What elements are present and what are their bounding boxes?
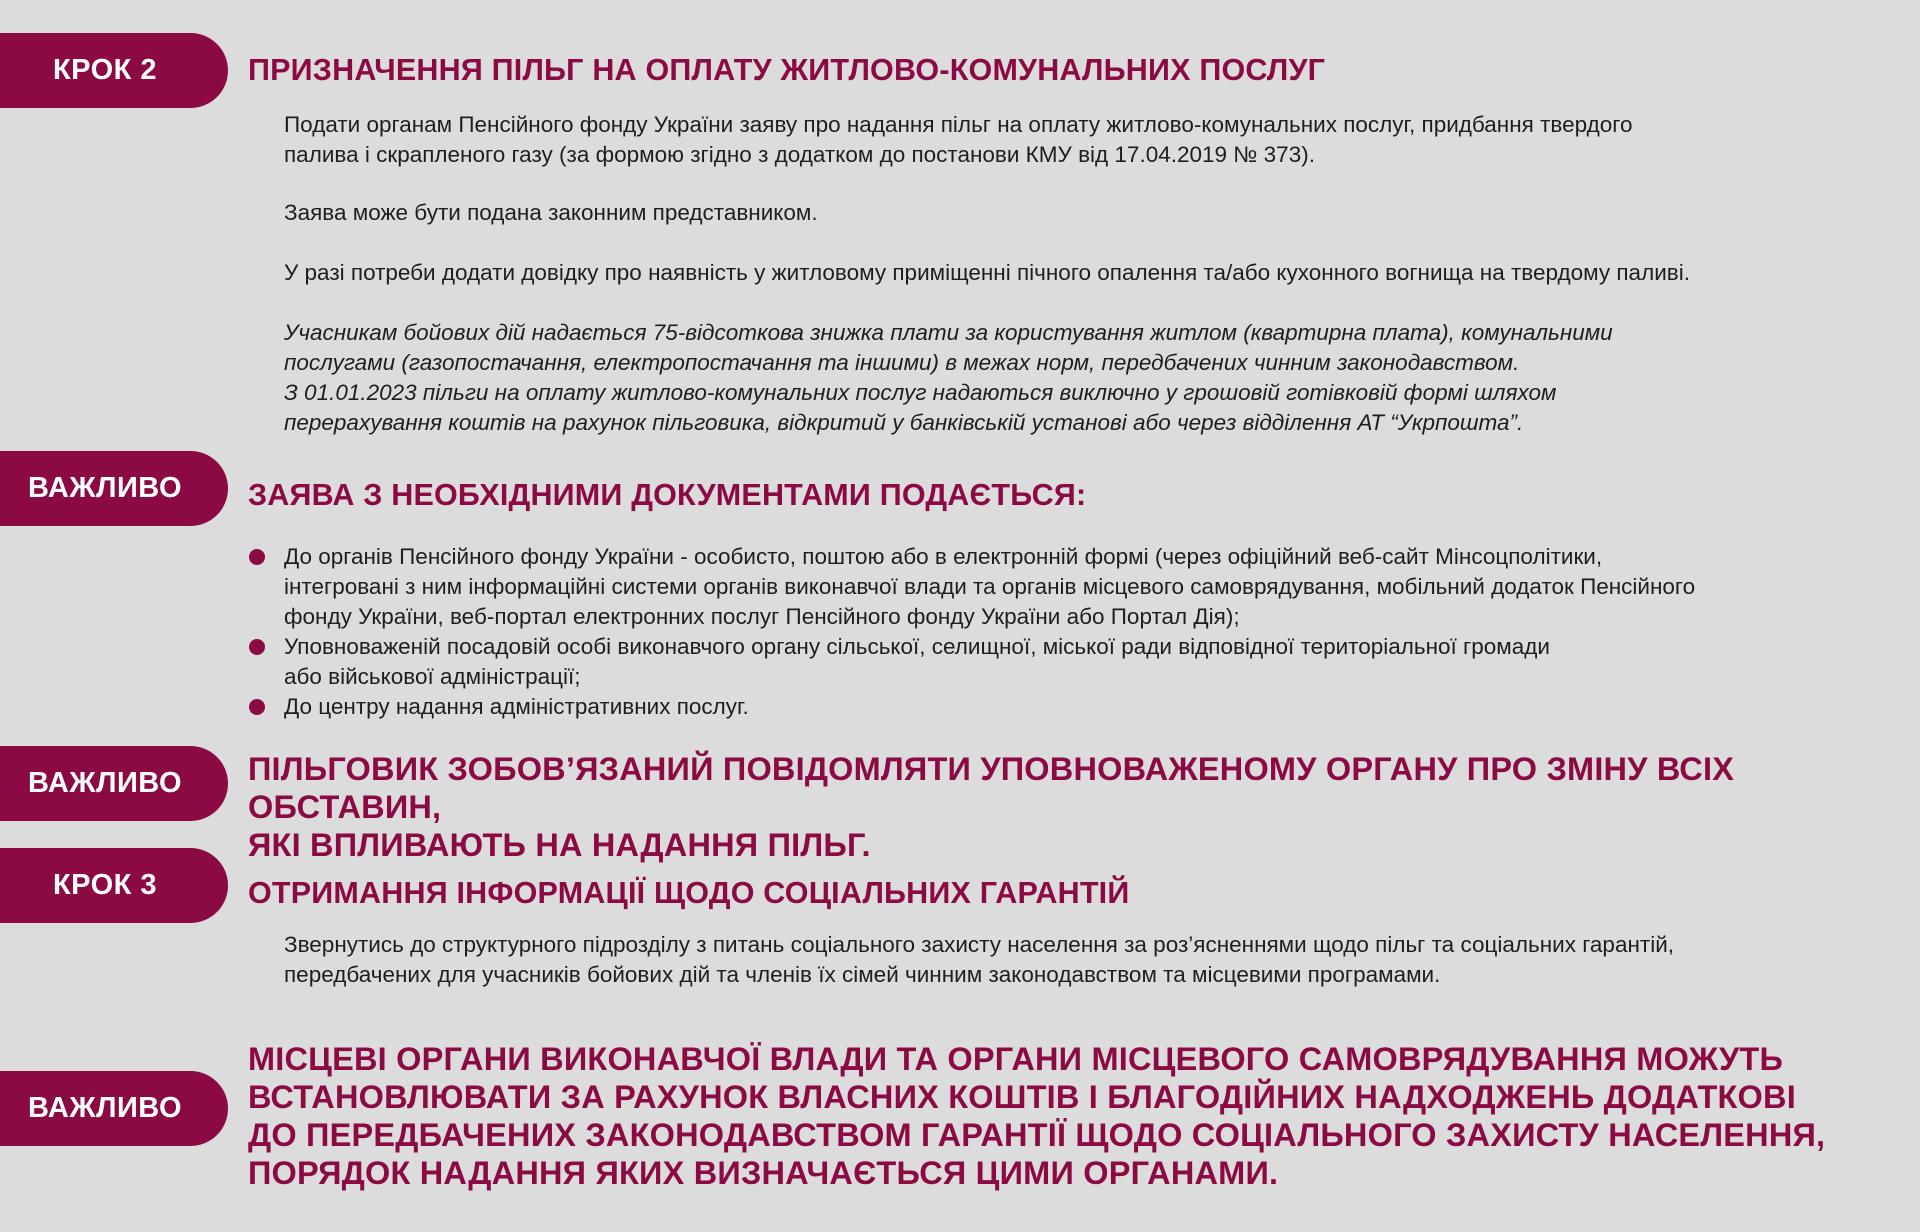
step-3-tab: КРОК 3 — [0, 848, 228, 923]
text-line: послугами (газопостачання, електропостачання та іншими) в межах норм, передбачених чинним законодавством. — [284, 350, 1520, 375]
important-3-tab: ВАЖЛИВО — [0, 1071, 228, 1146]
important-2-heading — [248, 750, 1920, 864]
heading-line: ПОРЯДОК НАДАННЯ ЯКИХ ВИЗНАЧАЄТЬСЯ ЦИМИ ОРГАНАМИ. — [248, 1155, 1279, 1191]
bullet-icon — [249, 639, 265, 655]
text-line: До центру надання адміністративних послуг. — [284, 694, 749, 719]
heading-line: МІСЦЕВІ ОРГАНИ ВИКОНАВЧОЇ ВЛАДИ ТА ОРГАНИ МІСЦЕВОГО САМОВРЯДУВАННЯ МОЖУТЬ — [248, 1041, 1784, 1077]
text-line: Звернутись до структурного підрозділу з питань соціального захисту населення за роз’ясненнями щодо пільг та соціальних гарантій, — [284, 932, 1675, 957]
step-3-heading: ОТРИМАННЯ ІНФОРМАЦІЇ ЩОДО СОЦІАЛЬНИХ ГАРАНТІЙ — [248, 876, 1130, 910]
step-2-tab: КРОК 2 — [0, 33, 228, 108]
text-line: Подати органам Пенсійного фонду України заяву про надання пільг на оплату житлово-комунальних послуг, придбання твердого — [284, 112, 1633, 137]
heading-line: ЯКІ ВПЛИВАЮТЬ НА НАДАННЯ ПІЛЬГ. — [248, 827, 871, 863]
text-line: палива і скрапленого газу (за формою згідно з додатком до постанови КМУ від 17.04.2019 № 373). — [284, 142, 1315, 167]
step-2-heading: ПРИЗНАЧЕННЯ ПІЛЬГ НА ОПЛАТУ ЖИТЛОВО-КОМУНАЛЬНИХ ПОСЛУГ — [248, 53, 1326, 87]
important-1-heading: ЗАЯВА З НЕОБХІДНИМИ ДОКУМЕНТАМИ ПОДАЄТЬСЯ: — [248, 478, 1087, 512]
text-line: передбачених для учасників бойових дій та членів їх сімей чинним законодавством та місцевими програмами. — [284, 962, 1441, 987]
step-2-paragraph-1 — [284, 110, 1632, 170]
bullet-icon — [249, 699, 265, 715]
important-1-tab: ВАЖЛИВО — [0, 451, 228, 526]
text-line: Учасникам бойових дій надається 75-відсоткова знижка плати за користування житлом (квартирна плата), комунальними — [284, 320, 1613, 345]
step-2-paragraph-2: Заява може бути подана законним представником. — [284, 200, 818, 225]
text-line: перерахування коштів на рахунок пільговика, відкритий у банківській установі або через відділення АТ “Укрпошта”. — [284, 410, 1524, 435]
step-2-paragraph-3: У разі потреби додати довідку про наявність у житловому приміщенні пічного опалення та/або кухонного вогнища на твердому паливі. — [284, 260, 1690, 285]
text-line: інтегровані з ним інформаційні системи органів виконавчої влади та органів місцевого самоврядування, мобільний додаток Пенсійного — [284, 574, 1696, 599]
list-item — [248, 692, 1695, 722]
important-3-heading — [248, 1040, 1825, 1192]
text-line: або військової адміністрації; — [284, 664, 581, 689]
important-2-tab: ВАЖЛИВО — [0, 746, 228, 821]
heading-line: ВСТАНОВЛЮВАТИ ЗА РАХУНОК ВЛАСНИХ КОШТІВ І БЛАГОДІЙНИХ НАДХОДЖЕНЬ ДОДАТКОВІ — [248, 1079, 1796, 1115]
text-line: фонду України, веб-портал електронних послуг Пенсійного фонду України або Портал Дія); — [284, 604, 1240, 629]
heading-line: ПІЛЬГОВИК ЗОБОВ’ЯЗАНИЙ ПОВІДОМЛЯТИ УПОВНОВАЖЕНОМУ ОРГАНУ ПРО ЗМІНУ ВСІХ ОБСТАВИН, — [248, 751, 1735, 825]
step-2-note — [284, 318, 1613, 438]
text-line: Уповноваженій посадовій особі виконавчого органу сільської, селищної, міської ради відповідної територіальної громади — [284, 634, 1550, 659]
text-line: З 01.01.2023 пільги на оплату житлово-комунальних послуг надаються виключно у грошовій готівковій формі шляхом — [284, 380, 1557, 405]
heading-line: ДО ПЕРЕДБАЧЕНИХ ЗАКОНОДАВСТВОМ ГАРАНТІЇ ЩОДО СОЦІАЛЬНОГО ЗАХИСТУ НАСЕЛЕННЯ, — [248, 1117, 1826, 1153]
submission-list — [248, 542, 1695, 722]
bullet-icon — [249, 549, 265, 565]
step-3-paragraph — [284, 930, 1674, 990]
list-item — [248, 632, 1695, 692]
text-line: До органів Пенсійного фонду України - особисто, поштою або в електронній формі (через офіційний веб-сайт Мінсоцполітики, — [284, 544, 1603, 569]
list-item — [248, 542, 1695, 632]
